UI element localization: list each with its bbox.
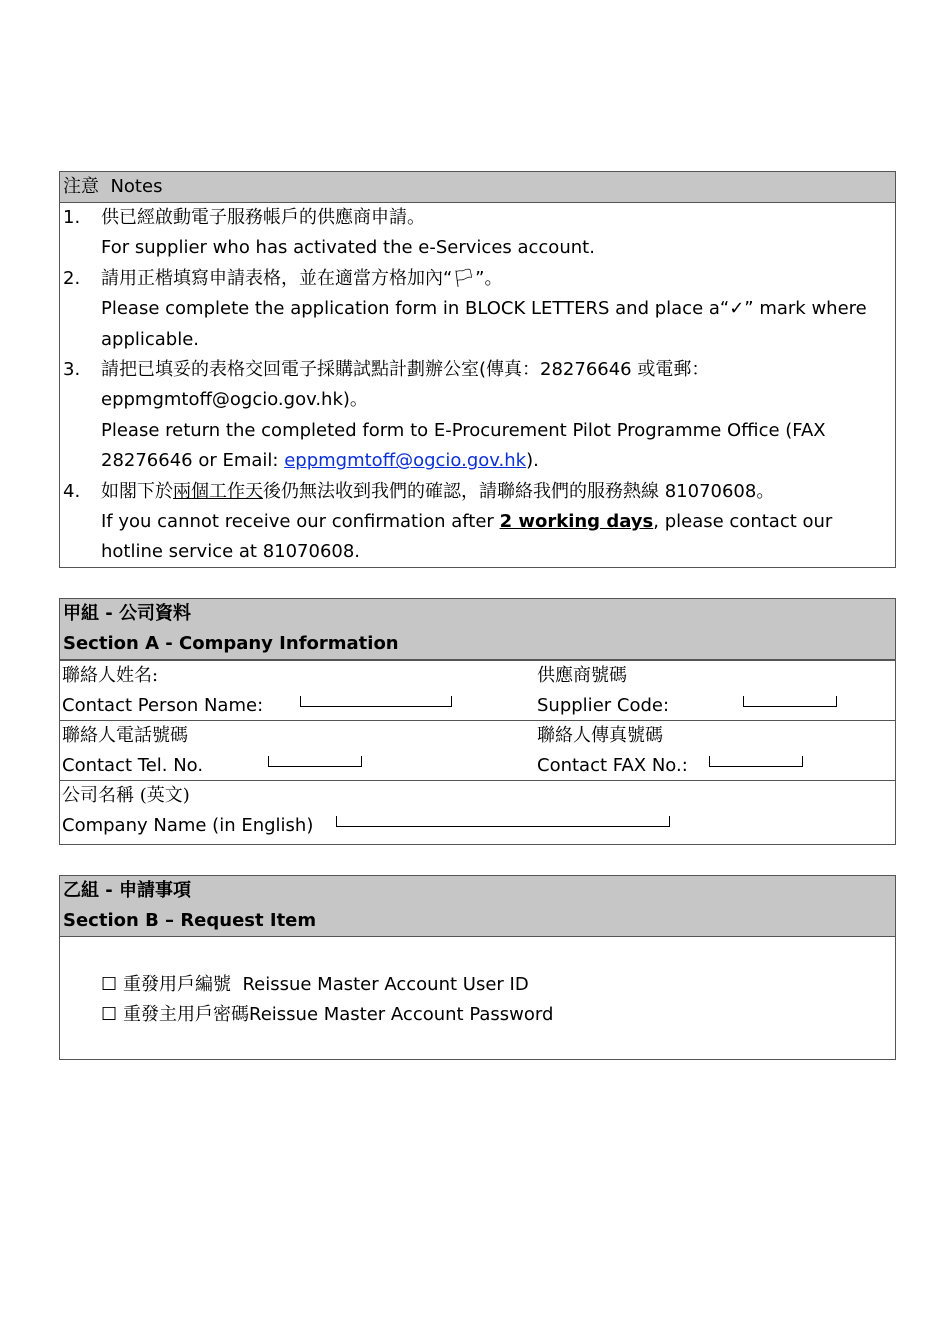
note-text-en-bold: 2 working days <box>499 511 654 533</box>
supplier-code-label-en: Supplier Code: <box>537 695 670 716</box>
note-item <box>60 355 895 477</box>
contact-fax-field <box>537 721 688 781</box>
company-name-label-en: Company Name (in English) <box>62 815 314 836</box>
note-text-en-pre: If you cannot receive our confirmation after <box>101 511 500 533</box>
note-text-en <box>101 416 887 477</box>
notes-box <box>59 171 896 568</box>
note-text-zh: 請用正楷填寫申請表格，並在適當方格加內“🏳”。 <box>101 267 503 289</box>
note-text-zh: 供已經啟動電子服務帳戶的供應商申請。 <box>101 207 425 228</box>
reissue-password-label-zh: 重發主用戶密碼 <box>123 1004 249 1025</box>
section-a-title-zh: 甲組 - 公司資料 <box>63 603 192 624</box>
section-b-title-en: Section B – Request Item <box>63 910 317 931</box>
reissue-user-id-option[interactable] <box>101 970 529 1000</box>
reissue-password-checkbox[interactable]: ☐ <box>101 1004 118 1025</box>
note-text-zh: 請把已填妥的表格交回電子採購試點計劃辦公室(傳真：28276646 或電郵：eppmgmtoff@ogcio.gov.hk)。 <box>101 359 710 411</box>
contact-name-input[interactable] <box>300 696 452 707</box>
email-link[interactable]: eppmgmtoff@ogcio.gov.hk <box>284 450 527 472</box>
note-text-zh-pre: 如閣下於 <box>101 480 173 502</box>
note-text-en <box>101 507 887 568</box>
form-row-contact-name <box>60 660 895 720</box>
note-text-en: Please complete the application form in BLOCK LETTERS and place a“✓” mark where applicable. <box>101 298 867 350</box>
section-a-box <box>59 598 896 845</box>
contact-name-label-en: Contact Person Name: <box>62 695 264 716</box>
supplier-code-label-zh: 供應商號碼 <box>537 665 627 686</box>
reissue-password-option[interactable] <box>101 1000 553 1030</box>
section-a-title-en: Section A - Company Information <box>63 633 399 654</box>
reissue-password-label-en: Reissue Master Account Password <box>249 1004 554 1025</box>
contact-tel-input[interactable] <box>268 756 362 767</box>
note-item <box>60 264 895 355</box>
note-number: 2. <box>63 267 81 289</box>
note-number: 4. <box>63 480 81 502</box>
contact-tel-label-zh: 聯絡人電話號碼 <box>62 725 188 746</box>
reissue-user-id-label-zh: 重發用戶編號 <box>123 974 231 995</box>
notes-list <box>60 203 895 568</box>
notes-header <box>60 172 895 203</box>
section-b-box <box>59 875 896 1060</box>
contact-tel-label-en: Contact Tel. No. <box>62 755 204 776</box>
contact-tel-field <box>62 721 203 781</box>
form-row-tel-fax <box>60 720 895 780</box>
contact-name-label-zh: 聯絡人姓名: <box>62 665 159 686</box>
supplier-code-input[interactable] <box>743 696 837 707</box>
contact-fax-label-en: Contact FAX No.: <box>537 755 688 776</box>
company-name-input[interactable] <box>336 816 670 827</box>
section-b-header <box>60 876 895 937</box>
section-a-header <box>60 599 895 660</box>
section-b-title-zh: 乙組 - 申請事項 <box>63 880 192 901</box>
note-text-en-post: ). <box>526 450 539 472</box>
supplier-code-field <box>537 661 669 721</box>
contact-fax-input[interactable] <box>709 756 803 767</box>
note-text-zh-underlined: 兩個工作天 <box>173 480 263 502</box>
note-text-en-pre: Please return the completed form to E-Procurement Pilot Programme Office (FAX 28276646 or Email: <box>101 419 826 472</box>
note-item <box>60 477 895 568</box>
note-item <box>60 203 895 264</box>
notes-header-en: Notes <box>110 176 163 197</box>
note-number: 3. <box>63 359 81 381</box>
notes-header-zh: 注意 <box>63 176 99 197</box>
form-row-company-name <box>60 780 895 840</box>
company-name-label-zh: 公司名稱 (英文) <box>62 785 190 806</box>
note-text-en: For supplier who has activated the e-Services account. <box>101 237 595 259</box>
reissue-user-id-checkbox[interactable]: ☐ <box>101 974 118 995</box>
note-number: 1. <box>63 207 81 228</box>
reissue-user-id-label-en: Reissue Master Account User ID <box>242 974 529 995</box>
company-name-field <box>62 781 313 841</box>
note-text-zh <box>101 477 887 507</box>
contact-fax-label-zh: 聯絡人傳真號碼 <box>537 725 663 746</box>
note-text-en-post: , please contact our hotline service at 81070608. <box>101 511 833 563</box>
contact-name-field <box>62 661 263 721</box>
note-text-zh-post: 後仍無法收到我們的確認，請聯絡我們的服務熱線 81070608。 <box>263 480 775 502</box>
